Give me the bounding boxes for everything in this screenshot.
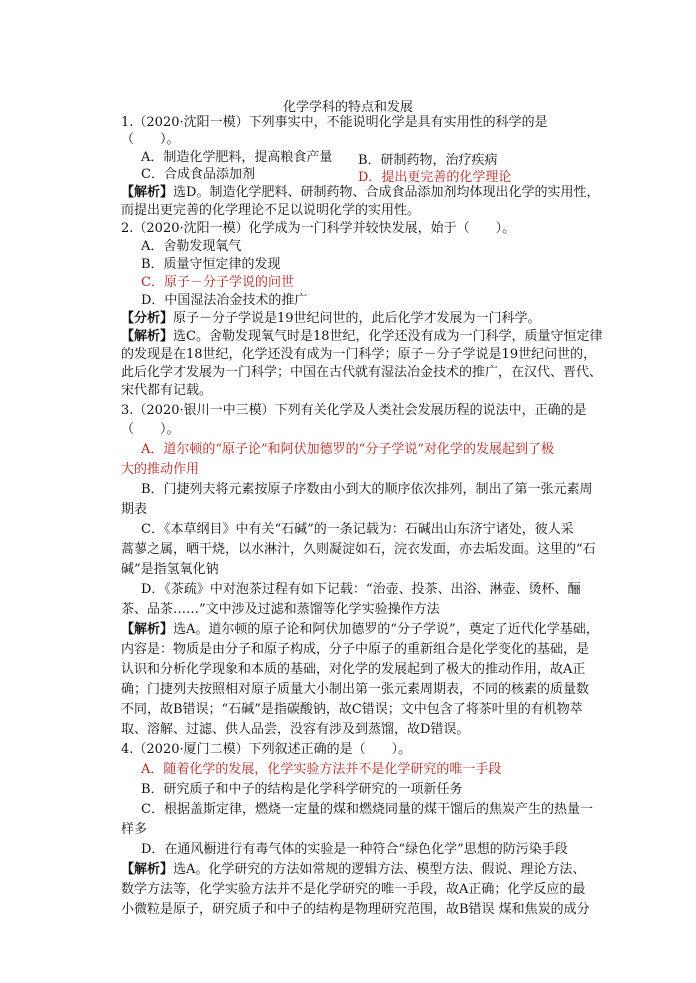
analysis-text: 选A。化学研究的方法如常规的逻辑方法、模型方法、假说、理论方法、 <box>173 862 586 877</box>
q4-analysis-line: 数学方法等，化学实验方法并不是化学研究的唯一手段，故A正确；化学反应的最 <box>121 882 586 897</box>
q2-option-c-answer: C．原子－分子学说的问世 <box>141 275 294 290</box>
q3-blank: （ ）。 <box>121 422 180 437</box>
q1-analysis <box>121 184 599 201</box>
q3-analysis-line: 内容是：物质是由分子和原子构成，分子中原子的重新组合是化学变化的基础，是 <box>121 642 590 657</box>
q2-fenxi <box>121 310 541 327</box>
q3-analysis-line: 认识和分析化学现象和本质的基础，对化学的发展起到了极大的推动作用，故A正 <box>121 662 586 677</box>
analysis-label: 【解析】 <box>121 622 174 637</box>
analysis-text: 选A。道尔顿的原子论和阿伏加德罗的“分子学说”，奠定了近代化学基础， <box>173 622 599 637</box>
q3-analysis-line: 确；门捷列夫按照相对原子质量大小制出第一张元素周期表，不同的核素的质量数 <box>121 682 590 697</box>
q1-option-c: C．合成食品添加剂 <box>141 167 255 182</box>
q1-stem: 1.（2020·沈阳一模）下列事实中，不能说明化学是具有实用性的科学的是 <box>121 115 548 130</box>
q2-option-a: A．舍勒发现氧气 <box>141 239 242 254</box>
q4-option-a-answer: A．随着化学的发展，化学实验方法并不是化学研究的唯一手段 <box>141 762 502 777</box>
q1-option-b: B．研制药物，治疗疾病 <box>358 153 498 168</box>
q3-option-d: D．《茶疏》中对泡茶过程有如下记载：“治壶、投茶、出浴、淋壶、烫杯、酾 <box>141 582 581 597</box>
q2-analysis <box>121 328 603 345</box>
q3-analysis-line: 不同，故B错误；“石碱”是指碳酸钠，故C错误；文中包含了将茶叶里的有机物萃 <box>121 702 583 717</box>
q4-analysis <box>121 861 585 878</box>
q1-analysis-line: 而提出更完善的化学理论不足以说明化学的实用性。 <box>121 203 421 218</box>
q4-stem: 4.（2020·厦门二模）下列叙述正确的是（ ）。 <box>121 742 412 757</box>
q3-option-d-cont: 茶、品茶……”文中涉及过滤和蒸馏等化学实验操作方法 <box>121 602 440 617</box>
analysis-label: 【解析】 <box>121 329 174 344</box>
q3-option-c-cont: 蒿蓼之属，晒干烧，以水淋汁，久则凝淀如石，浣衣发面，亦去垢发面。这里的“石 <box>121 542 596 557</box>
q3-option-c: C．《本草纲目》中有关“石碱”的一条记载为：石碱出山东济宁诸处，彼人采 <box>141 522 574 537</box>
q2-stem: 2.（2020·沈阳一模）化学成为一门科学并较快发展，始于（ ）。 <box>121 221 516 236</box>
q2-analysis-line: 宋代都有记载。 <box>121 383 213 398</box>
q3-option-b: B．门捷列夫将元素按原子序数由小到大的顺序依次排列，制出了第一张元素周 <box>141 482 593 497</box>
q3-analysis-line: 取、溶解、过滤、供人品尝，没容有涉及到蒸馏，故D错误。 <box>121 722 470 737</box>
q2-analysis-line: 的发现是在18世纪，化学还没有成为一门科学；原子－分子学说是19世纪问世的， <box>121 347 597 362</box>
q3-option-c-cont: 碱”是指氢氧化钠 <box>121 562 219 577</box>
fenxi-label: 【分析】 <box>121 311 174 326</box>
q3-option-b-cont: 期表 <box>121 502 148 517</box>
q3-stem: 3.（2020·银川一中三模）下列有关化学及人类社会发展历程的说法中，正确的是 <box>121 403 587 418</box>
analysis-label: 【解析】 <box>121 862 174 877</box>
q3-option-a-answer: A．道尔顿的“原子论”和阿伏加德罗的“分子学说”对化学的发展起到了极 <box>141 442 554 457</box>
q3-option-a-cont: 大的推动作用 <box>121 462 200 477</box>
q4-option-b: B．研究质子和中子的结构是化学科学研究的一项新任务 <box>141 782 463 797</box>
analysis-label: 【解析】 <box>121 185 174 200</box>
analysis-text: 选C。舍勒发现氧气时是18世纪，化学还没有成为一门科学，质量守恒定律 <box>173 329 603 344</box>
page-title: 化学学科的特点和发展 <box>282 100 413 115</box>
q2-analysis-line: 此后化学才发展为一门科学；中国在古代就有湿法冶金技术的推广，在汉代、晋代、 <box>121 365 603 380</box>
fenxi-text: 原子－分子学说是19世纪问世的，此后化学才发展为一门科学。 <box>173 311 541 326</box>
q4-option-d: D．在通风橱进行有毒气体的实验是一种符合“绿色化学”思想的防污染手段 <box>141 842 568 857</box>
q2-option-b: B．质量守恒定律的发现 <box>141 257 281 272</box>
q1-blank: （ ）。 <box>121 132 180 147</box>
q4-option-c-cont: 样多 <box>121 822 148 837</box>
q4-analysis-line: 小微粒是原子，研究质子和中子的结构是物理研究范围，故B错误 煤和焦炭的成分 <box>121 902 590 917</box>
q4-option-c: C．根据盖斯定律，燃烧一定量的煤和燃烧同量的煤干馏后的焦炭产生的热量一 <box>141 802 593 817</box>
analysis-text: 选D。制造化学肥料、研制药物、合成食品添加剂均体现出化学的实用性， <box>173 185 600 200</box>
q1-option-a: A．制造化学肥料，提高粮食产量 <box>141 150 333 165</box>
q2-option-d: D．中国湿法冶金技术的推广 <box>141 293 308 308</box>
q1-option-d-answer: D．提出更完善的化学理论 <box>358 170 512 185</box>
q3-analysis <box>121 621 599 638</box>
